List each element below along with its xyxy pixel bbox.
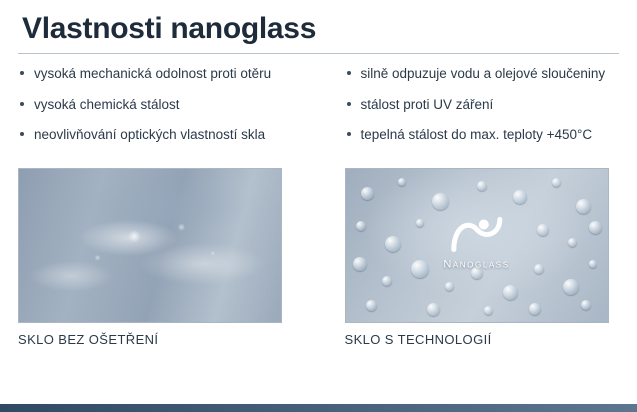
nanoglass-logo-icon: [448, 214, 506, 256]
nanoglass-logo-text: Nanoglass: [443, 258, 510, 271]
footer-accent-bar: [0, 404, 637, 412]
list-item: tepelná stálost do max. teploty +450°C: [345, 125, 610, 145]
list-item: vysoká mechanická odolnost proti otěru: [18, 64, 309, 84]
nanoglass-logo: [443, 214, 509, 271]
treated-glass-photo: [345, 168, 609, 323]
list-item: vysoká chemická stálost: [18, 95, 309, 115]
image-column-right: [319, 168, 620, 323]
caption-section: [0, 323, 637, 347]
bullet-list-right: [345, 64, 610, 145]
bullet-section: [0, 54, 637, 156]
caption-untreated: SKLO BEZ OŠETŘENÍ: [18, 331, 159, 347]
bullet-column-right: [319, 64, 620, 156]
list-item: neovlivňování optických vlastností skla: [18, 125, 309, 145]
caption-treated: SKLO S TECHNOLOGIÍ: [344, 331, 492, 347]
list-item: stálost proti UV záření: [345, 95, 610, 115]
image-section: [0, 156, 637, 323]
bullet-list-left: [18, 64, 309, 145]
bullet-column-left: [18, 64, 319, 156]
page-title: Vlastnosti nanoglass: [22, 12, 317, 45]
untreated-glass-photo: [18, 168, 282, 323]
list-item: silně odpuzuje vodu a olejové sloučeniny: [345, 64, 610, 84]
image-column-left: [18, 168, 319, 323]
